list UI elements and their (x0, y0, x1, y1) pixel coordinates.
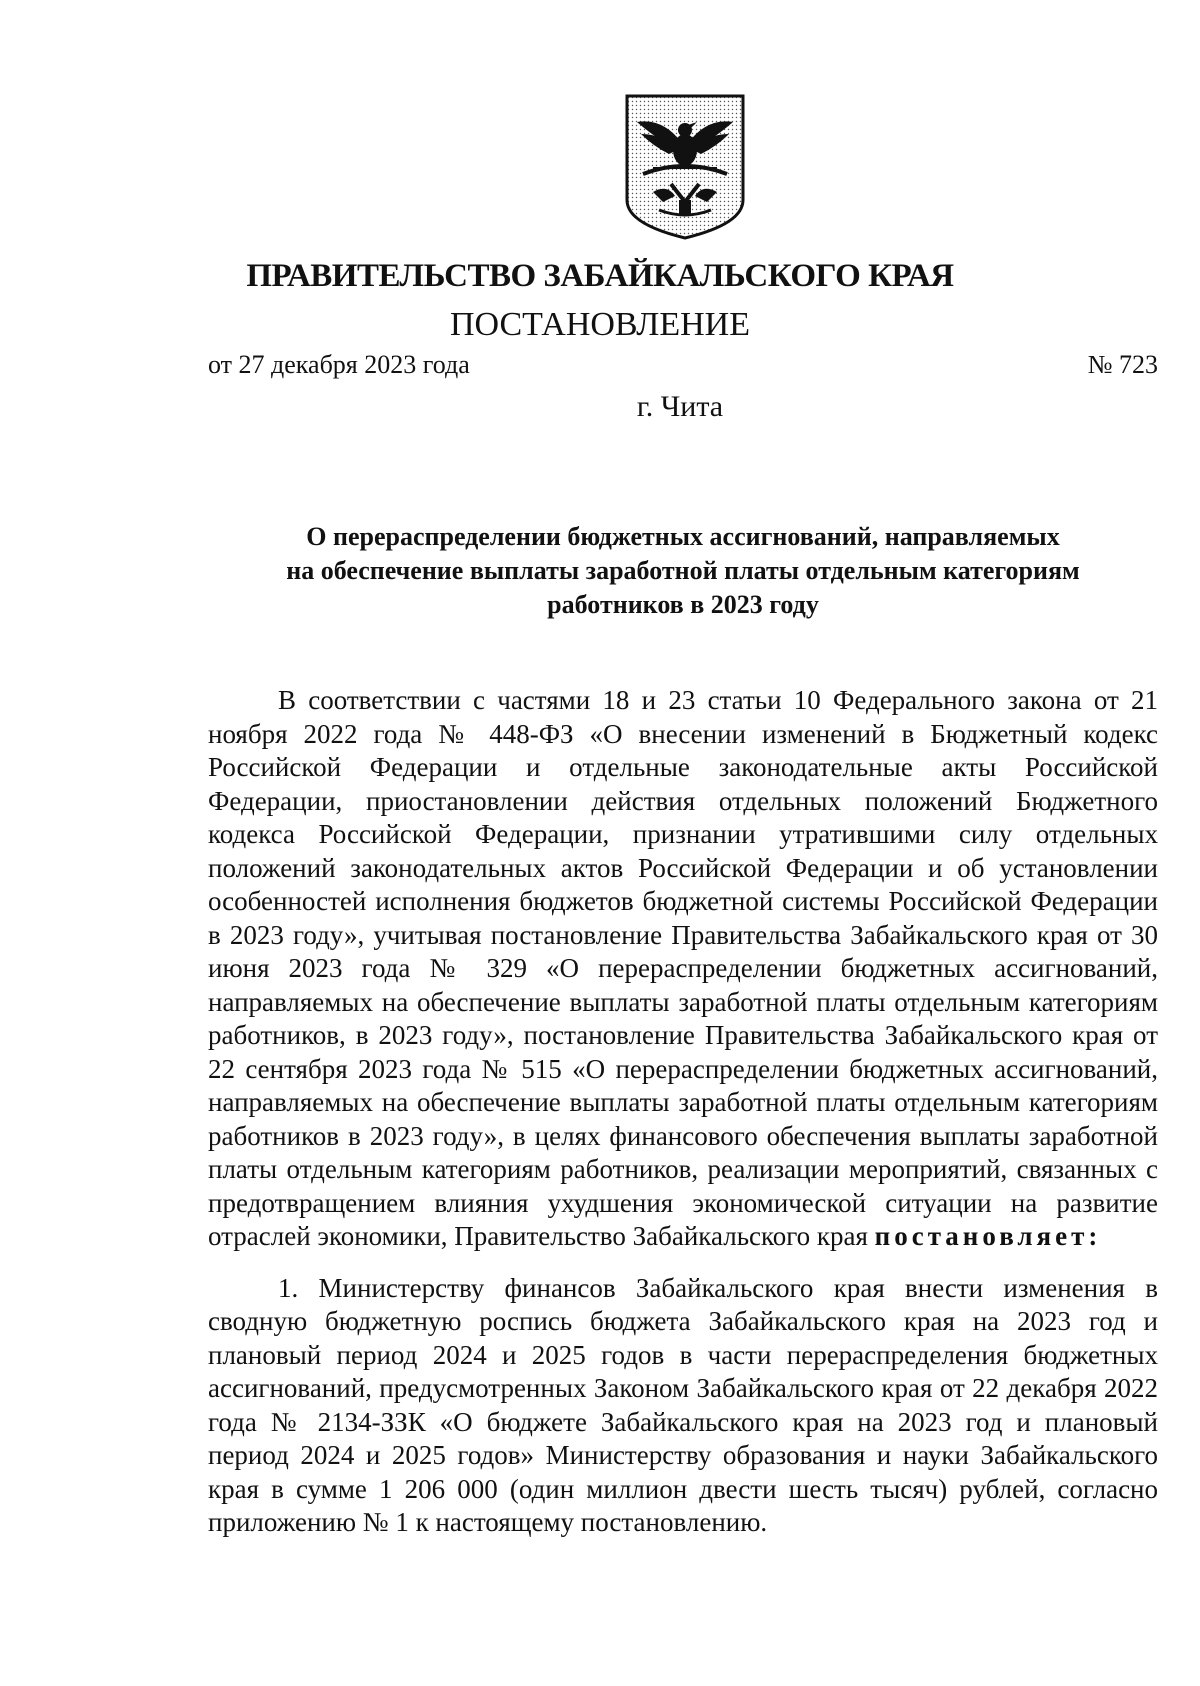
organization-title: ПРАВИТЕЛЬСТВО ЗАБАЙКАЛЬСКОГО КРАЯ (246, 258, 954, 294)
document-city: г. Чита (636, 390, 724, 423)
document-date: от 27 декабря 2023 года (208, 350, 470, 379)
document-number: № 723 (1087, 350, 1158, 379)
subject-line: О перераспределении бюджетных ассигнований, направляемых (306, 522, 1060, 551)
document-subject (208, 520, 1158, 622)
preamble-text: В соответствии с частями 18 и 23 статьи 10 Федерального закона от 21 ноября 2022 года № 448-ФЗ «О внесении изменений в Бюджетный кодекс Российской Федерации и отдельные законодательные акты Российской Федерации, приостановлении действия отдельных положений Бюджетного кодекса Российской Федерации, признании утратившими силу отдельных положений законодательных актов Российской Федерации и об установлении особенностей исполнения бюджетов бюджетной системы Российской Федерации в 2023 году», учитывая постановление Правительства Забайкальского края от 30 июня 2023 года № 329 «О перераспределении бюджетных ассигнований, направляемых на обеспечение выплаты заработной платы отдельным категориям работников, в 2023 году», постановление Правительства Забайкальского края от 22 сентября 2023 года № 515 «О перераспределении бюджетных ассигнований, направляемых на обеспечение выплаты заработной платы отдельным категориям работников в 2023 году», в целях финансового обеспечения выплаты заработной платы отдельным категориям работников, реализации мероприятий, связанных с предотвращением влияния ухудшения экономической ситуации на развитие отраслей экономики, Правительство Забайкальского края (208, 685, 1158, 1251)
subject-line: на обеспечение выплаты заработной платы отдельным категориям (286, 556, 1080, 585)
resolves-word: постановляет: (874, 1221, 1102, 1251)
document-body (208, 684, 1158, 1540)
document-type: ПОСТАНОВЛЕНИЕ (449, 306, 751, 343)
coat-of-arms-icon (623, 92, 747, 242)
subject-line: работников в 2023 году (547, 590, 819, 619)
clause-1-paragraph: 1. Министерству финансов Забайкальского края внести изменения в сводную бюджетную роспись бюджета Забайкальского края на 2023 год и плановый период 2024 и 2025 годов в части перераспределения бюджетных ассигнований, предусмотренных Законом Забайкальского края от 22 декабря 2022 года № 2134-ЗЗК «О бюджете Забайкальского края на 2023 год и плановый период 2024 и 2025 годов» Министерству образования и науки Забайкальского края в сумме 1 206 000 (один миллион двести шесть тысяч) рублей, согласно приложению № 1 к настоящему постановлению. (208, 1272, 1158, 1537)
preamble-paragraph (208, 684, 1158, 1254)
